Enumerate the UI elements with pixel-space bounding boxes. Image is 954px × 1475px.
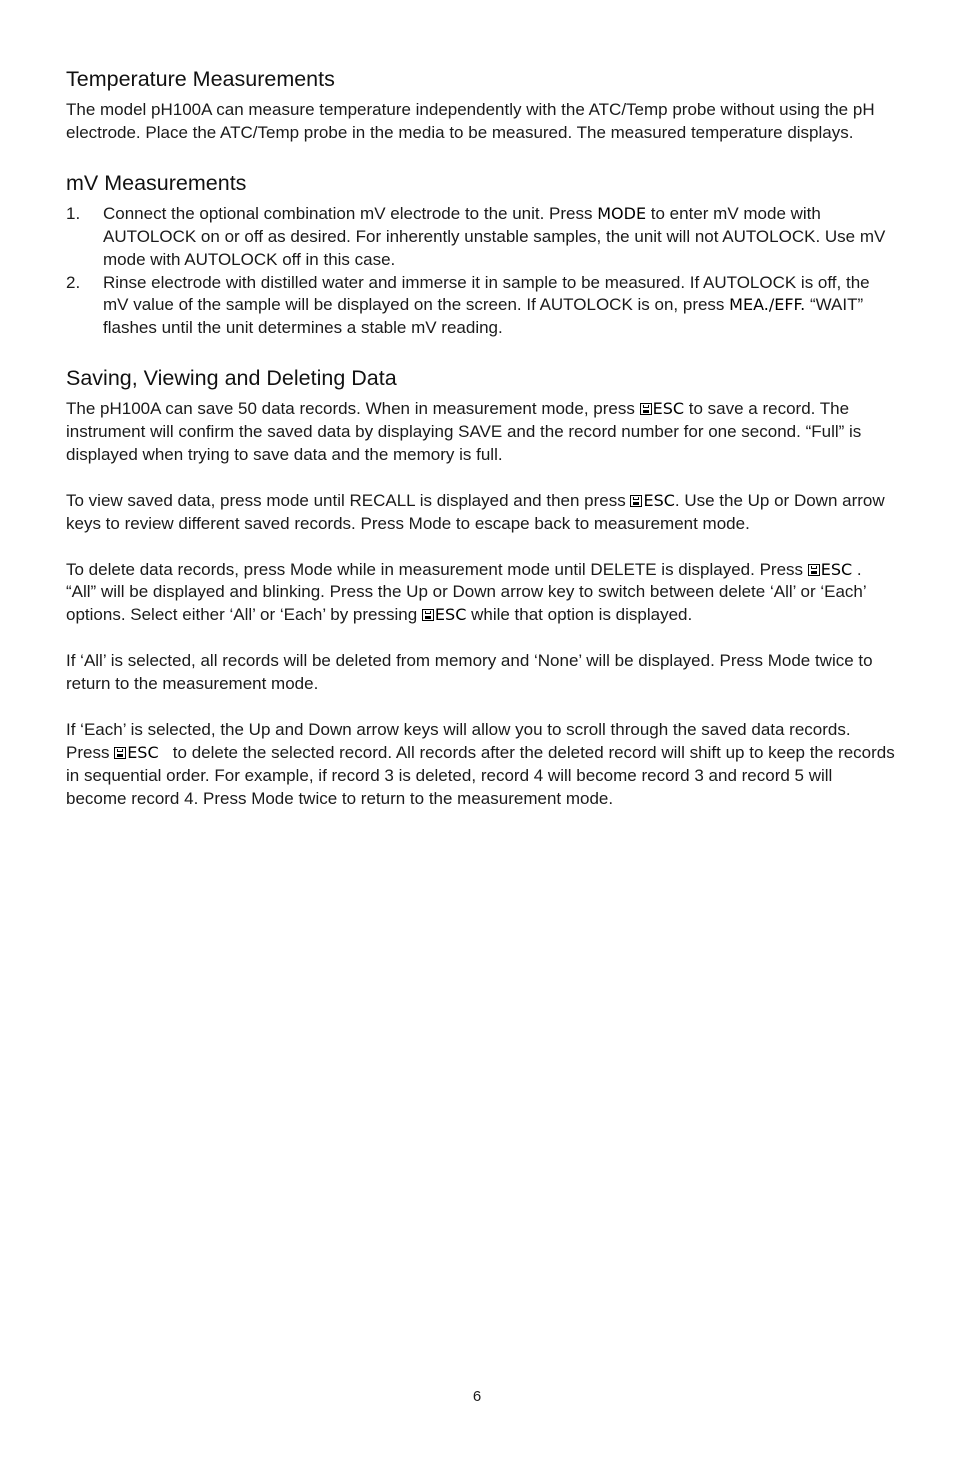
save-icon — [640, 403, 652, 415]
delete-paragraph — [66, 559, 896, 628]
mode-key-label: MODE — [597, 203, 647, 223]
text-run: To view saved data, press mode until RECALL is displayed and then press — [66, 490, 631, 510]
delete-each-paragraph — [66, 719, 900, 811]
mv-step-1 — [66, 203, 896, 272]
esc-key-label: ESC — [127, 742, 159, 762]
document-page — [66, 64, 900, 811]
step-text: “WAIT” flashes until the unit determines a stable mV reading. — [103, 295, 864, 338]
esc-key-label: ESC — [434, 605, 467, 625]
page-number: 6 — [472, 1388, 482, 1405]
text-run: To delete data records, press Mode while in measurement mode until DELETE is displayed. Press — [66, 559, 808, 579]
save-icon — [114, 747, 126, 759]
step-number: 2. — [66, 272, 81, 292]
text-run: . “All” will be displayed and blinking. Press the Up or Down arrow key to switch between delete ‘All’ or ‘Each’ options. Select either ‘All’ or ‘Each’ by pressing — [66, 559, 866, 625]
text-run: . Use the Up or Down arrow keys to review different saved records. Press Mode to escape back to measurement mode. — [66, 490, 885, 533]
mv-heading: mV Measurements — [66, 170, 247, 195]
delete-all-paragraph: If ‘All’ is selected, all records will be deleted from memory and ‘None’ will be displayed. Press Mode twice to return to the measurement mode. — [66, 651, 873, 694]
step-number: 1. — [66, 203, 81, 223]
text-run: to save a record. The instrument will confirm the saved data by displaying SAVE and the record number for one second. “Full” is displayed when trying to save data and the memory is full. — [66, 399, 862, 465]
step-text: Connect the optional combination mV electrode to the unit. Press — [103, 203, 598, 223]
save-icon — [422, 609, 434, 621]
esc-key-label: ESC — [652, 399, 685, 419]
text-run: while that option is displayed. — [466, 605, 693, 625]
esc-key-label: ESC — [643, 490, 675, 510]
save-paragraph — [66, 398, 896, 467]
step-text: Rinse electrode with distilled water and immerse it in sample to be measured. If AUTOLOCK is off, the mV value of the sample will be displayed on the screen. If AUTOLOCK is on, press — [103, 272, 870, 315]
mea-eff-key-label: MEA./EFF. — [729, 295, 806, 315]
esc-key-label: ESC — [820, 559, 853, 579]
text-run: The pH100A can save 50 data records. When in measurement mode, press — [66, 399, 640, 419]
text-run: If ‘Each’ is selected, the Up and Down arrow keys will allow you to scroll through the saved data records. Press — [66, 719, 851, 762]
save-icon — [630, 495, 642, 507]
step-text: to enter mV mode with AUTOLOCK on or off as desired. For inherently unstable samples, the unit will not AUTOLOCK. Use mV mode with AUTOLOCK off in this case. — [103, 203, 886, 269]
mv-step-2 — [66, 272, 896, 341]
temperature-heading: Temperature Measurements — [66, 67, 335, 91]
text-run: to delete the selected record. All records after the deleted record will shift up to keep the records in sequential order. For example, if record 3 is deleted, record 4 will become record 3 and record 5 will become record 4. Press Mode twice to return to the measurement mode. — [66, 742, 900, 808]
data-heading: Saving, Viewing and Deleting Data — [66, 366, 397, 391]
temperature-body: The model pH100A can measure temperature independently with the ATC/Temp probe without using the pH electrode. Place the ATC/Temp probe in the media to be measured. The measured temperature displays. — [66, 100, 875, 142]
mv-steps-list — [66, 203, 896, 340]
view-paragraph — [66, 490, 896, 536]
save-icon — [808, 564, 820, 576]
